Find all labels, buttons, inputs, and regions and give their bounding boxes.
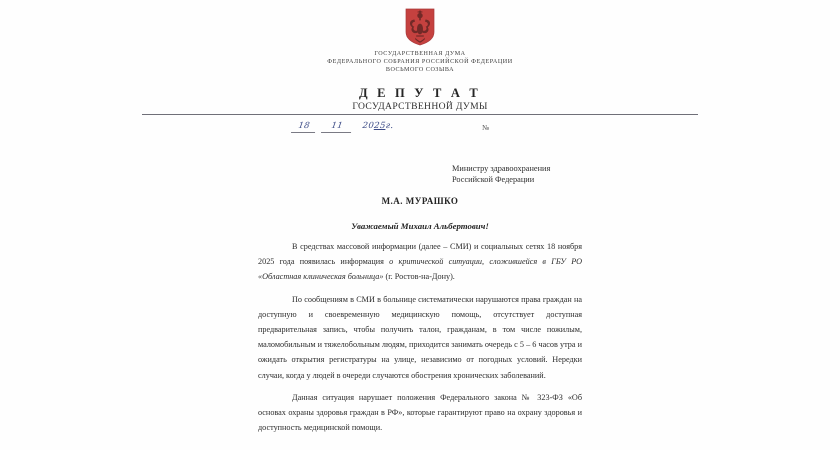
recipient-name: М.А. МУРАШКО bbox=[381, 196, 459, 206]
org-line-2: ФЕДЕРАЛЬНОГО СОБРАНИЯ РОССИЙСКОЙ ФЕДЕРАЦИИ bbox=[327, 59, 513, 66]
date-month-underline bbox=[321, 132, 351, 133]
date-day-field bbox=[291, 121, 317, 132]
body-paragraph-2: По сообщениям в СМИ в больнице систематически нарушаются права граждан на доступную и своевременную медицинскую помощь, отсутствует доступная предварительная запись, чтобы получить талон, гражданам, в том числе пожилым, маломобильным и тяжелобольным людям, приходится занимать очередь с 5 – 6 часов утра и ожидать открытия регистратуры на улице, независимо от погодных условий. Нередки случаи, когда у людей в очереди случаются обострения хронических заболеваний. bbox=[258, 294, 582, 380]
organization-name bbox=[0, 50, 840, 75]
date-year-field bbox=[357, 121, 398, 132]
paragraph-1-text-tail: (г. Ростов-на-Дону). bbox=[383, 272, 455, 282]
date-month-field bbox=[321, 121, 353, 132]
paragraph-1-text-lead: В средствах массовой информации (далее – СМИ) и социальных сетях 18 ноября 2025 года появилась информация bbox=[258, 242, 582, 267]
document-number-sign: № bbox=[482, 123, 490, 132]
letterhead bbox=[0, 8, 840, 113]
date-day-value: 18 bbox=[297, 121, 311, 131]
date-day-underline bbox=[291, 132, 315, 133]
date-year-suffix: 25 bbox=[373, 121, 387, 131]
document-title-block bbox=[0, 86, 840, 113]
letter-body bbox=[258, 239, 582, 435]
page-title: Д Е П У Т А Т bbox=[359, 85, 481, 100]
org-line-1: ГОСУДАРСТВЕННАЯ ДУМА bbox=[374, 51, 466, 57]
date-year-prefix: 20 bbox=[361, 121, 375, 131]
paragraph-1-emphasis: о критической ситуации, сложившейся в ГБУ РО «Областная клиническая больница» bbox=[258, 257, 583, 282]
addressee-line-2: Российской Федерации bbox=[452, 175, 535, 185]
handwritten-date bbox=[292, 121, 398, 132]
date-and-number-row bbox=[142, 120, 698, 140]
body-paragraph-1 bbox=[258, 239, 582, 285]
header-divider bbox=[142, 114, 698, 115]
addressee-line-1: Министру здравоохранения bbox=[452, 164, 551, 173]
org-line-3: ВОСЬМОГО СОЗЫВА bbox=[385, 67, 455, 74]
date-month-value: 11 bbox=[330, 121, 344, 131]
body-paragraph-3: Данная ситуация нарушает положения Федерального закона № 323-ФЗ «Об основах охраны здоровья граждан в РФ», которые гарантируют право на охрану здоровья и доступность медицинской помощи. bbox=[258, 392, 582, 433]
addressee-block bbox=[452, 163, 550, 186]
page-subtitle: ГОСУДАРСТВЕННОЙ ДУМЫ bbox=[352, 100, 488, 112]
russian-federation-coat-of-arms-icon bbox=[404, 8, 436, 46]
salutation: Уважаемый Михаил Альбертович! bbox=[351, 221, 489, 231]
date-year-mark: г. bbox=[385, 121, 395, 131]
